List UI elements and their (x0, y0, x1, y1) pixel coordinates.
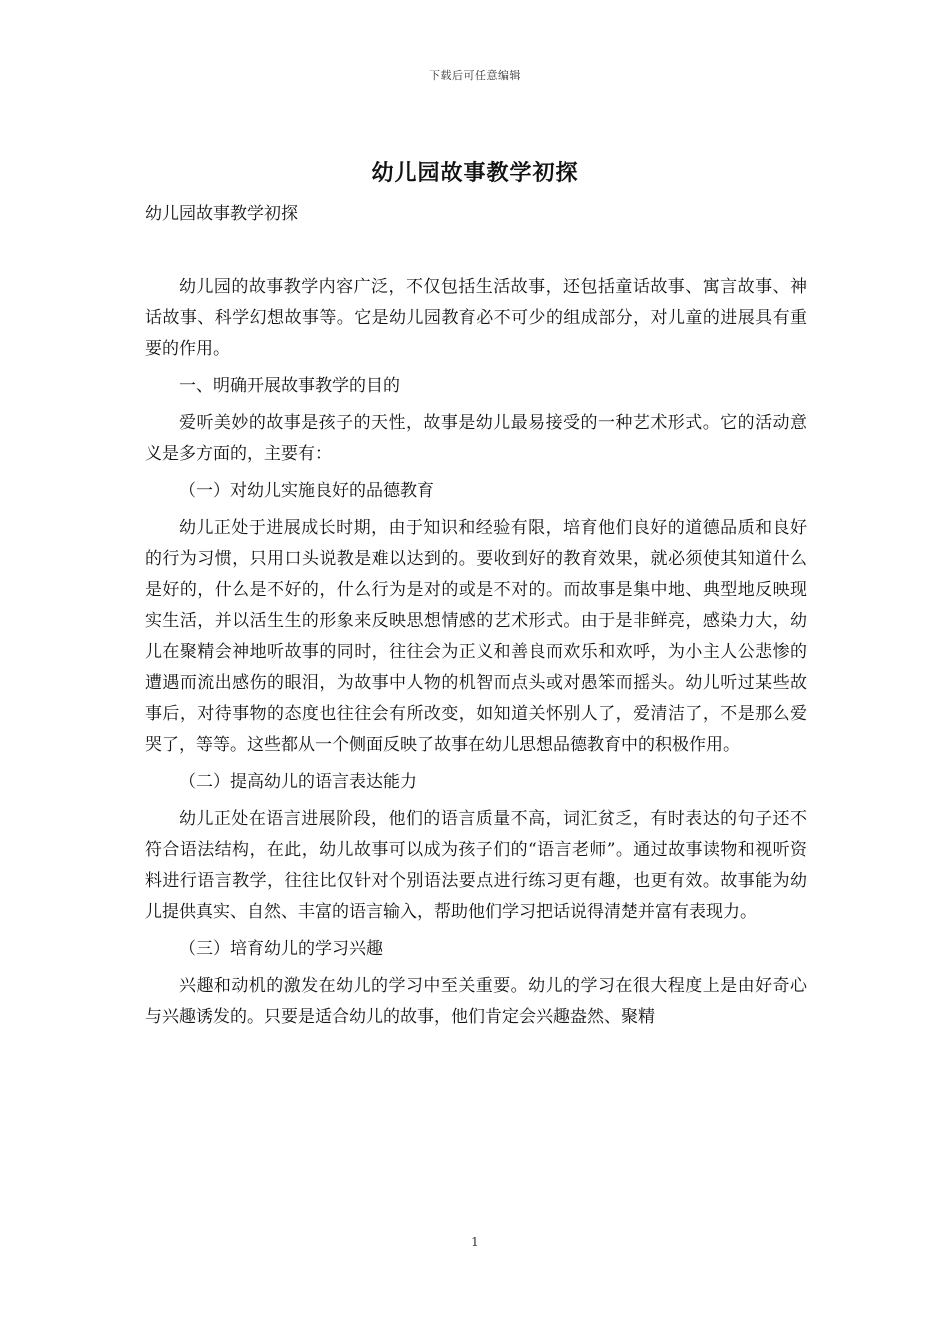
document-subtitle: 幼儿园故事教学初探 (145, 204, 298, 224)
paragraph: 兴趣和动机的激发在幼儿的学习中至关重要。幼儿的学习在很大程度上是由好奇心与兴趣诱发的。只要是适合幼儿的故事，他们肯定会兴趣盎然、聚精 (145, 976, 807, 1027)
paragraph: 幼儿正处在语言进展阶段，他们的语言质量不高，词汇贫乏，有时表达的句子还不符合语法结构，在此，幼儿故事可以成为孩子们的“语言老师”。通过故事读物和视听资料进行语言教学，往往比仅针对个别语法要点进行练习更有趣，也更有效。故事能为幼儿提供真实、自然、丰富的语言输入，帮助他们学习把话说得清楚并富有表现力。 (145, 809, 807, 922)
subsection-heading-2: （二）提高幼儿的语言表达能力 (179, 772, 417, 792)
subsection-heading-3: （三）培育幼儿的学习兴趣 (179, 939, 383, 959)
page-number: 1 (471, 1235, 479, 1249)
paragraph-intro: 幼儿园的故事教学内容广泛，不仅包括生活故事，还包括童话故事、寓言故事、神话故事、科学幻想故事等。它是幼儿园教育必不可少的组成部分，对儿童的进展具有重要的作用。 (145, 277, 807, 359)
page-header: 下载后可任意编辑 (429, 69, 521, 82)
paragraph: 爱听美妙的故事是孩子的天性，故事是幼儿最易接受的一种艺术形式。它的活动意义是多方面的，主要有： (145, 413, 807, 464)
document-title: 幼儿园故事教学初探 (371, 160, 579, 186)
paragraph: 幼儿正处于进展成长时期，由于知识和经验有限，培育他们良好的道德品质和良好的行为习惯，只用口头说教是难以达到的。要收到好的教育效果，就必须使其知道什么是好的，什么是不好的，什么行为是对的或是不对的。而故事是集中地、典型地反映现实生活，并以活生生的形象来反映思想情感的艺术形式。由于是非鲜亮，感染力大，幼儿在聚精会神地听故事的同时，往往会为正义和善良而欢乐和欢呼，为小主人公悲惨的遭遇而流出感伤的眼泪，为故事中人物的机智而点头或对愚笨而摇头。幼儿听过某些故事后，对待事物的态度也往往会有所改变，如知道关怀别人了，爱清洁了，不是那么爱哭了，等等。这些都从一个侧面反映了故事在幼儿思想品德教育中的积极作用。 (145, 518, 807, 755)
subsection-heading-1: （一）对幼儿实施良好的品德教育 (179, 481, 434, 501)
section-heading-1: 一、明确开展故事教学的目的 (179, 376, 400, 396)
document-body (145, 272, 807, 1039)
